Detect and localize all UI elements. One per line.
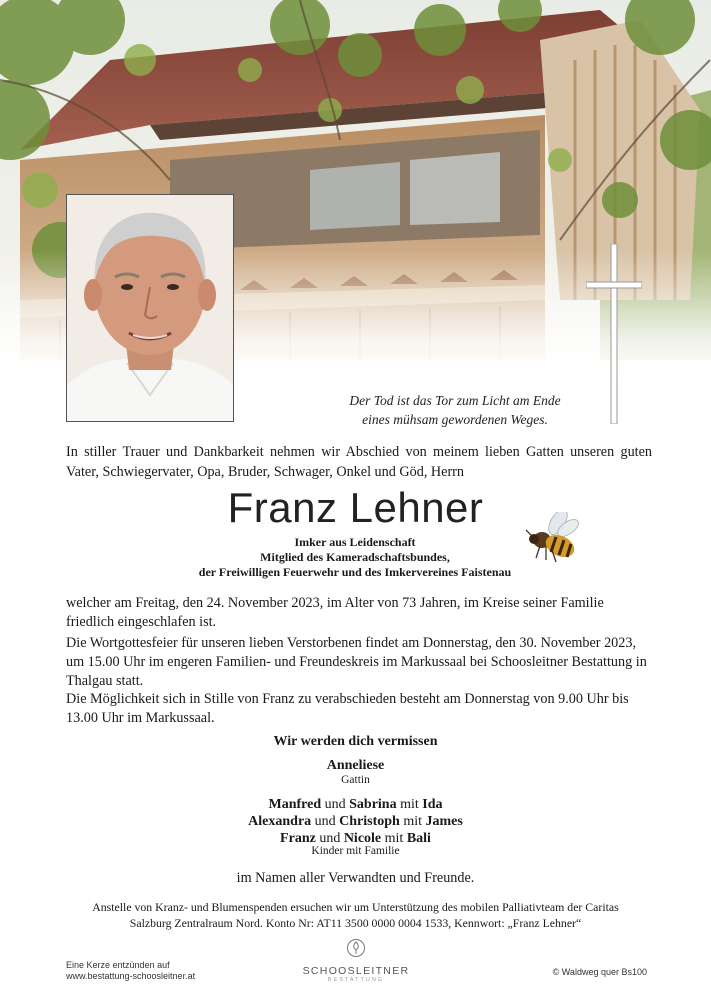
paragraph-farewell: Die Möglichkeit sich in Stille von Franz zu verabschieden besteht am Donnerstag von 9.00 Uhr bis 13.00 Uhr im Markussaal. bbox=[66, 691, 629, 726]
family-name: James bbox=[425, 814, 463, 829]
spouse-name: Anneliese bbox=[326, 758, 385, 773]
donation-line: Salzburg Zentralraum Nord. Konto Nr: AT11 3500 0000 0004 1533, Kennwort: „Franz Lehner“ bbox=[129, 916, 582, 930]
schoosleitner-logo bbox=[300, 938, 412, 983]
family-name: Bali bbox=[406, 831, 431, 846]
family-name: Nicole bbox=[343, 831, 382, 846]
family-line bbox=[0, 796, 711, 813]
candle-link[interactable] bbox=[66, 960, 195, 982]
schoosleitner-logo-icon bbox=[346, 938, 366, 958]
role-line: Imker aus Leidenschaft bbox=[294, 535, 416, 549]
role-line: Mitglied des Kameradschaftsbundes, bbox=[260, 550, 450, 564]
candle-url[interactable]: www.bestattung-schoosleitner.at bbox=[66, 971, 196, 981]
portrait-illustration bbox=[67, 195, 233, 421]
family-line bbox=[0, 813, 711, 830]
donation-line: Anstelle von Kranz- und Blumenspenden ersuchen wir um Unterstützung des mobilen Palliativteam der Caritas bbox=[92, 900, 619, 914]
logo-sub: BESTATTUNG bbox=[327, 977, 385, 983]
spouse-role: Gattin bbox=[341, 774, 370, 786]
candle-text: Eine Kerze entzünden auf bbox=[66, 960, 170, 970]
family-connector: mit bbox=[403, 814, 423, 829]
mourners-heading: Wir werden dich vermissen bbox=[273, 734, 438, 749]
logo-name: SCHOOSLEITNER bbox=[302, 965, 410, 977]
family-name: Ida bbox=[422, 797, 443, 812]
photo-credit: © Waldweg quer Bs100 bbox=[552, 967, 647, 977]
intro-text: In stiller Trauer und Dankbarkeit nehmen wir Abschied von meinem lieben Gatten unseren guten Vater, Schwiegervater, Opa, Bruder, Schwager, Onkel und Göd, Herrn bbox=[66, 444, 652, 480]
family-connector: und bbox=[319, 831, 341, 846]
family-name: Sabrina bbox=[349, 797, 397, 812]
families-role: Kinder mit Familie bbox=[311, 845, 400, 857]
closing-line: im Namen aller Verwandten und Freunde. bbox=[236, 870, 475, 886]
quote-line: Der Tod ist das Tor zum Licht am Ende bbox=[349, 393, 561, 408]
quote-line: eines mühsam gewordenen Weges. bbox=[362, 412, 548, 427]
memorial-quote bbox=[330, 391, 580, 429]
deceased-name: Franz Lehner bbox=[227, 484, 484, 531]
role-line: der Freiwilligen Feuerwehr und des Imkervereines Faistenau bbox=[198, 565, 512, 579]
cross-icon bbox=[586, 244, 642, 424]
family-connector: mit bbox=[384, 831, 404, 846]
family-connector: mit bbox=[400, 797, 419, 812]
family-name: Christoph bbox=[339, 814, 400, 829]
paragraph-service: Die Wortgottesfeier für unseren lieben Verstorbenen findet am Donnerstag, den 30. November 2023, um 15.00 Uhr im engeren Familien- und Freundeskreis im Markussaal bei Schoosleitner Bestattung in Thalgau statt. bbox=[66, 635, 647, 689]
family-connector: und bbox=[324, 797, 346, 812]
portrait-photo bbox=[66, 194, 234, 422]
family-connector: und bbox=[314, 814, 336, 829]
deceased-roles bbox=[120, 535, 590, 580]
family-name: Manfred bbox=[268, 797, 322, 812]
bee-icon bbox=[524, 512, 584, 568]
family-name: Franz bbox=[280, 831, 316, 846]
family-name: Alexandra bbox=[248, 814, 312, 829]
donation-note bbox=[30, 899, 681, 931]
paragraph-passing: welcher am Freitag, den 24. November 2023, im Alter von 73 Jahren, im Kreise seiner Familie friedlich eingeschlafen ist. bbox=[66, 595, 604, 630]
